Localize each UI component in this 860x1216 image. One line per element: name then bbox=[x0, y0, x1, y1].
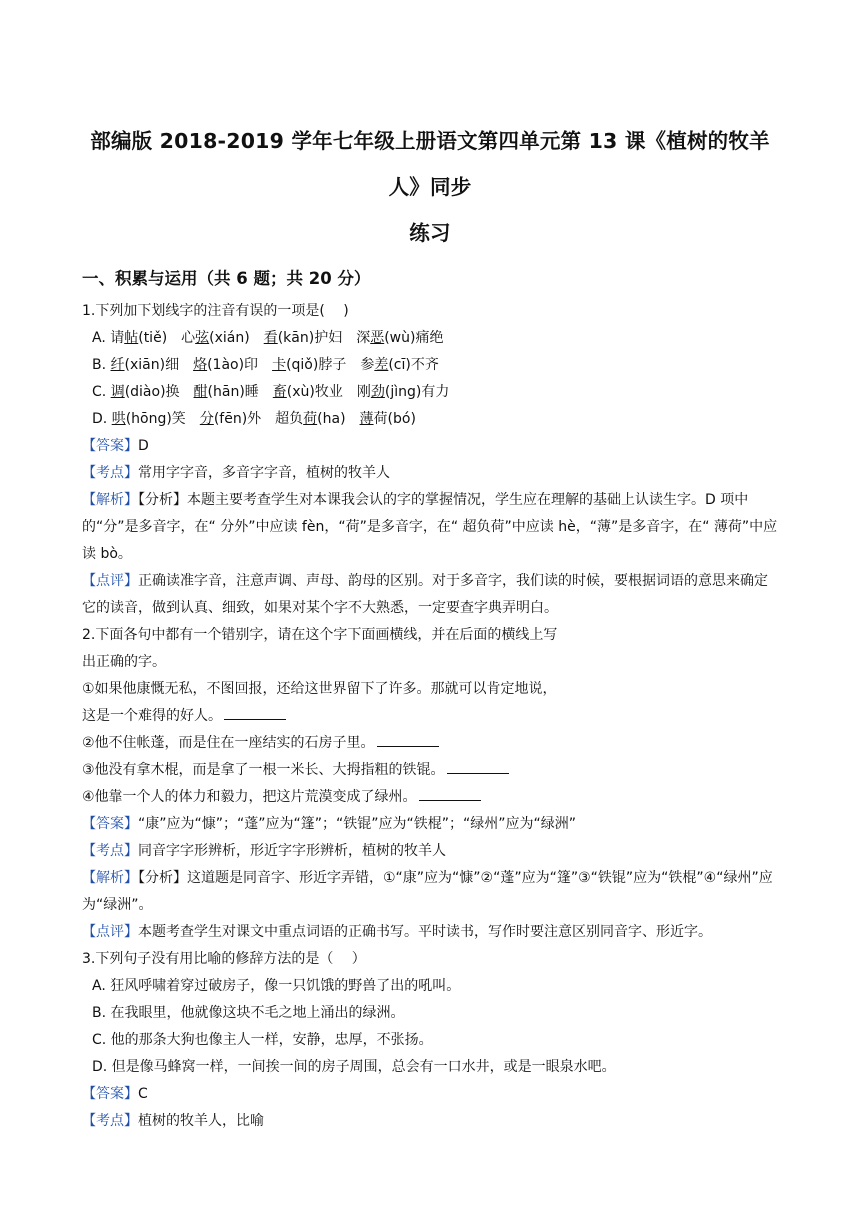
q2-stem-cont: 出正确的字。 bbox=[82, 654, 166, 670]
answer-blank[interactable] bbox=[447, 759, 509, 774]
q2-sentence-1: ①如果他康慨无私，不图回报，还给这世界留下了许多。那就可以肯定地说， bbox=[82, 681, 557, 697]
q2-point: 【考点】同音字字形辨析，形近字字形辨析，植树的牧羊人 bbox=[82, 843, 446, 859]
q2-analysis: 【解析】【分析】这道题是同音字、形近字弄错，①“康”应为“慷”②“蓬”应为“篷”③“铁锟”应为“铁棍”④“绿州”应为“绿洲”。 bbox=[82, 870, 773, 913]
q2-comment: 【点评】本题考查学生对课文中重点词语的正确书写。平时读书，写作时要注意区别同音字、形近字。 bbox=[82, 924, 712, 940]
q1-stem: 1.下列加下划线字的注音有误的一项是( ) bbox=[82, 303, 349, 319]
q2-sentence-1-cont: 这是一个难得的好人。 bbox=[82, 703, 778, 730]
document-title: 部编版 2018-2019 学年七年级上册语文第四单元第 13 课《植树的牧羊人》同步 bbox=[90, 129, 770, 199]
q1-option-d: D. 哄(hōng)笑 分(fēn)外 超负荷(ha) 薄荷(bó) bbox=[92, 411, 416, 427]
q1-option-a: A. 请帖(tiě) 心弦(xián) 看(kān)护妇 深恶(wù)痛绝 bbox=[92, 330, 444, 346]
section-heading: 一、积累与运用（共 6 题；共 20 分） bbox=[82, 269, 371, 288]
q3-option-a: A. 狂风呼啸着穿过破房子，像一只饥饿的野兽了出的吼叫。 bbox=[92, 978, 461, 994]
q1-option-b: B. 纤(xiān)细 烙(1ào)印 卡(qiǒ)脖子 参差(cī)不齐 bbox=[92, 357, 439, 373]
q2-sentence-4: ④他靠一个人的体力和毅力，把这片荒漠变成了绿州。 bbox=[82, 784, 778, 811]
q2-answer: 【答案】“康”应为“慷”；“蓬”应为“篷”；“铁锟”应为“铁棍”；“绿州”应为“绿洲” bbox=[82, 816, 577, 832]
q1-point: 【考点】常用字字音，多音字字音，植树的牧羊人 bbox=[82, 465, 390, 481]
q3-option-b: B. 在我眼里，他就像这块不毛之地上涌出的绿洲。 bbox=[92, 1005, 405, 1021]
q1-answer: 【答案】D bbox=[82, 438, 149, 454]
document-title-line2: 练习 bbox=[409, 221, 451, 245]
answer-blank[interactable] bbox=[224, 705, 286, 720]
q1-comment: 【点评】正确读准字音，注意声调、声母、韵母的区别。对于多音字，我们读的时候，要根据词语的意思来确定它的读音，做到认真、细致，如果对某个字不大熟悉，一定要查字典弄明白。 bbox=[82, 573, 768, 616]
q2-stem: 2.下面各句中都有一个错别字，请在这个字下面画横线，并在后面的横线上写 bbox=[82, 627, 558, 643]
q2-sentence-2: ②他不住帐蓬，而是住在一座结实的石房子里。 bbox=[82, 730, 778, 757]
answer-blank[interactable] bbox=[377, 732, 439, 747]
q3-stem: 3.下列句子没有用比喻的修辞方法的是（ ） bbox=[82, 951, 366, 967]
q3-point: 【考点】植树的牧羊人，比喻 bbox=[82, 1113, 264, 1129]
q2-sentence-3: ③他没有拿木棍，而是拿了一根一米长、大拇指粗的铁锟。 bbox=[82, 757, 778, 784]
q3-option-d: D. 但是像马蜂窝一样，一间挨一间的房子周围，总会有一口水井，或是一眼泉水吧。 bbox=[92, 1059, 616, 1075]
q1-analysis: 【解析】【分析】本题主要考查学生对本课我会认的字的掌握情况，学生应在理解的基础上认读生字。D 项中的“分”是多音字，在“ 分外”中应读 fèn，“荷”是多音字，在“ 超负荷”中应读 hè，“薄”是多音字，在“ 薄荷”中应读 bò。 bbox=[82, 492, 778, 562]
q3-answer: 【答案】C bbox=[82, 1086, 148, 1102]
answer-blank[interactable] bbox=[419, 786, 481, 801]
q3-option-c: C. 他的那条大狗也像主人一样，安静，忠厚，不张扬。 bbox=[92, 1032, 433, 1048]
q1-option-c: C. 调(diào)换 酣(hān)睡 畜(xù)牧业 刚劲(jìng)有力 bbox=[92, 384, 450, 400]
